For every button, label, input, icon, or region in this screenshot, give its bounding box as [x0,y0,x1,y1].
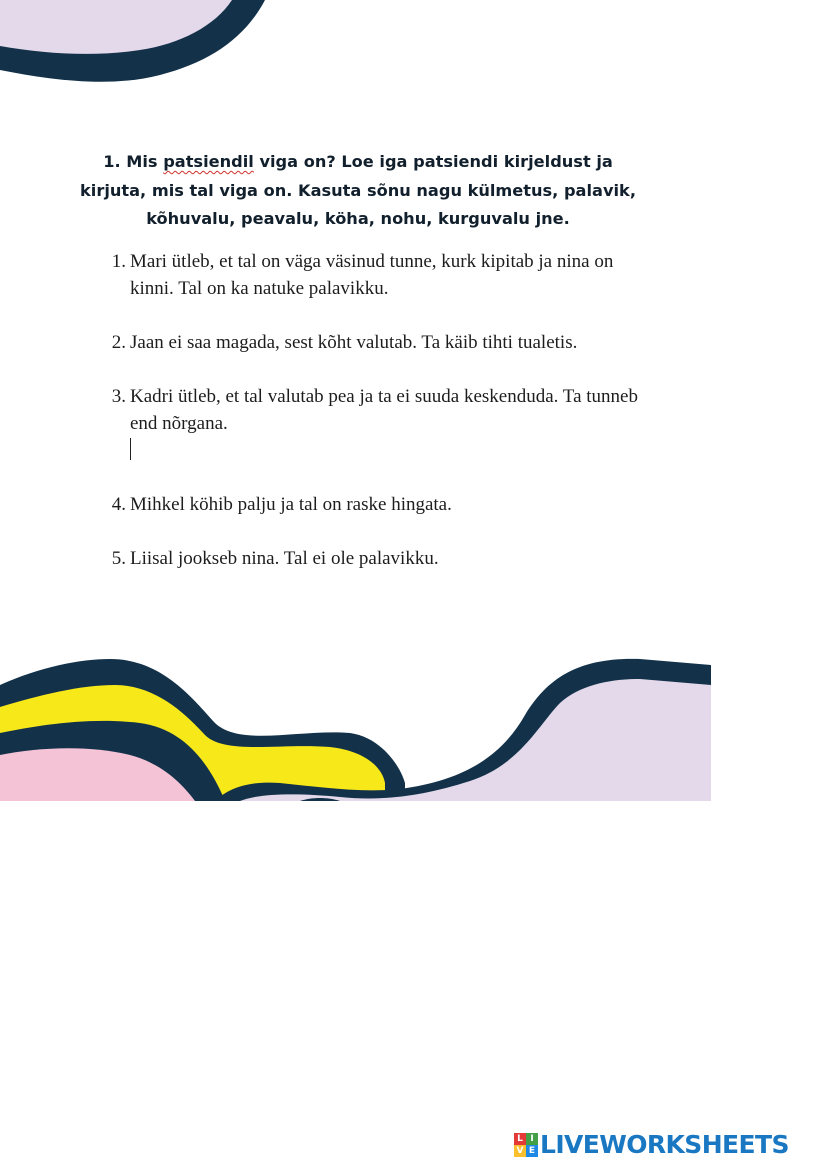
list-item-text: Mari ütleb, et tal on väga väsinud tunne, kurk kipitab ja nina on kinni. Tal on ka natuke palavikku. [130,251,614,299]
logo-wordmark: LIVEWORKSHEETS [540,1130,789,1159]
list-item-number: 5. [111,548,126,569]
instruction-text-rest: viga on? Loe iga patsiendi kirjeldust ja kirjuta, mis tal viga on. Kasuta sõnu nagu külmetus, palavik, kõhuvalu, peavalu, köha, nohu, kurguvalu jne. [80,152,636,228]
list-item-text: Liisal jookseb nina. Tal ei ole palavikku. [130,548,439,569]
liveworksheets-logo [514,1130,789,1160]
list-item [100,329,640,356]
badge-letter: I [526,1133,538,1145]
list-item-number: 1. [111,251,126,272]
top-decorative-wave [0,0,300,100]
list-item-text: Kadri ütleb, et tal valutab pea ja ta ei suuda keskenduda. Ta tunneb end nõrgana. [130,386,638,434]
instruction-text-start: Mis [126,152,158,171]
patient-description-list [100,248,640,572]
badge-letter: V [514,1145,526,1157]
badge-letter: E [526,1145,538,1157]
list-item [100,383,640,437]
list-item-text: Jaan ei saa magada, sest kõht valutab. Ta käib tihti tualetis. [130,332,578,353]
list-item [100,491,640,518]
list-item-text: Mihkel köhib palju ja tal on raske hingata. [130,494,452,515]
list-item-number: 3. [111,386,126,407]
spellcheck-flagged-word: patsiendil [163,152,254,171]
list-item [100,545,640,572]
instruction-number: 1. [103,152,121,171]
live-badge-icon [514,1133,538,1157]
badge-letter: L [514,1133,526,1145]
text-cursor [130,438,131,460]
list-item [100,248,640,302]
list-item-number: 4. [111,494,126,515]
bottom-decorative-wave [0,655,711,801]
instruction-heading [80,148,636,234]
list-item-number: 2. [111,332,126,353]
